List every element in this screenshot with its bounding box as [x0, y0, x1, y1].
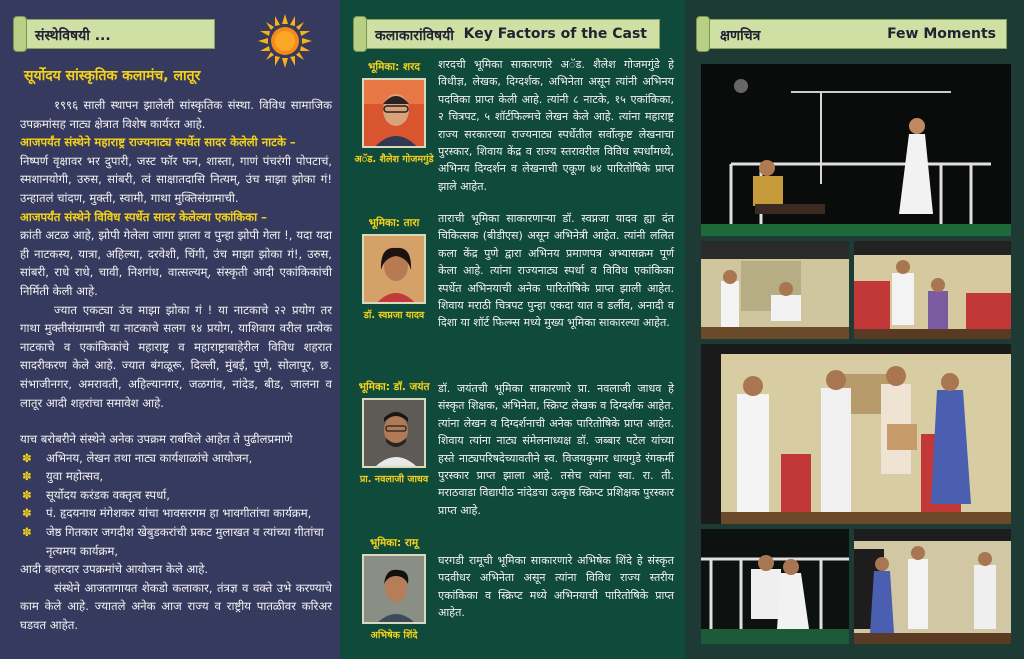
oneact-heading: आजपर्यंत संस्थेने विविध स्पर्धेत सादर केलेल्या एकांकिका – [20, 209, 267, 224]
star-bullet-icon: ✽ [22, 469, 32, 484]
star-bullet-icon: ✽ [22, 450, 32, 465]
cast-member-card [354, 536, 434, 641]
scroll-ornament [353, 16, 367, 52]
activities-list [20, 449, 332, 561]
list-item: ✽ सूर्योदय करंडक वक्तृत्व स्पर्धा, [20, 486, 332, 505]
cast-member-card [354, 60, 434, 165]
star-bullet-icon: ✽ [22, 506, 32, 521]
about-title-banner [20, 19, 215, 49]
stage-photo [701, 344, 1011, 524]
achievements: ज्यात एकट्या उंच माझा झोका गं ! या नाटकाचे २२ प्रयोग तर गाथा मुक्तीसंग्रामाची या नाटकाचे सलग १४ प्रयोग, याशिवाय वरील प्रत्येक नाटकाचे व एकांकिकांचे महाराष्ट्र व महाराष्ट्राबाहेरील विविध शहरात सादरीकरण केले आहे. ज्यात बंगळूरू, दिल्ली, मुंबई, पुणे, सोलापूर, छ. संभाजीनगर, अमरावती, अहिल्यानगर, जळगांव, नांदेड, बीड, जालना व लातूर आदी शहरांचा समावेश आहे. [20, 302, 332, 410]
sun-icon [258, 14, 312, 68]
cast-name: डॉ. स्वप्नजा यादव [363, 310, 425, 321]
about-intro: १९९६ साली स्थापन झालेली सांस्कृतिक संस्था. विविध सामाजिक उपक्रमांसह नाट्य क्षेत्रात विशेष कार्यरत आहे. [20, 98, 332, 131]
moments-title-marathi: क्षणचित्र [720, 28, 761, 44]
role-label: भूमिका: तारा [368, 217, 420, 229]
org-name: सूर्योदय सांस्कृतिक कलामंच, लातूर [24, 68, 201, 84]
about-panel [0, 0, 340, 659]
cast-name: अभिषेक शिंदे [370, 630, 418, 641]
portrait-photo [362, 398, 426, 468]
activities-intro: याच बरोबरीने संस्थेने अनेक उपक्रम राबविले आहेत ते पुढीलप्रमाणे [20, 432, 293, 447]
cast-title-english: Key Factors of the Cast [463, 26, 647, 42]
cast-bio: घरगडी रामूची भूमिका साकारणारे अभिषेक शिंदे हे संस्कृत पदवीधर अभिनेता असून त्यांना विविध राज्य स्तरीय एकांकिका व स्क्रिप्ट मध्ये अभिनयाची पारितोषिके प्राप्त आहेत. [438, 554, 674, 620]
cast-title-marathi: कलाकारांविषयी [375, 28, 454, 44]
cast-name: प्रा. नवलाजी जाधव [359, 474, 429, 485]
list-item: ✽ युवा महोत्सव, [20, 467, 332, 486]
scroll-ornament [13, 16, 27, 52]
portrait-photo [362, 554, 426, 624]
portrait-photo [362, 78, 426, 148]
cast-name: अॅड. शैलेश गोजमगुंडे [354, 154, 434, 165]
photo-grid [701, 64, 1011, 644]
cast-member-card [354, 380, 434, 485]
scroll-ornament [696, 16, 710, 52]
about-title: संस्थेविषयी ... [35, 28, 111, 44]
list-item: ✽ पं. हृदयनाथ मंगेशकर यांचा भावसरगम हा भावगीतांचा कार्यक्रम, [20, 504, 332, 523]
star-bullet-icon: ✽ [22, 525, 32, 540]
moments-title-banner [703, 19, 1007, 49]
role-label: भूमिका: डॉ. जयंत [358, 381, 430, 393]
stage-photo [701, 64, 1011, 236]
cast-bio: ताराची भूमिका साकारणाऱ्या डॉ. स्वप्नजा यादव ह्या दंत चिकित्सक (बीडीएस) असून अभिनेत्री आहेत. त्यांनी ललित कला केंद्र पुणे द्वारा अभिनय प्रमाणपत्र अभ्यासक्रम पूर्ण केला आहे. त्यांना राज्यनाट्य स्पर्धा व विविध एकांकिका स्पर्धेत अभिनयाची अनेक पारितोषिके प्राप्त झाली आहेत. शिवाय मराठी चित्रपट पुन्हा एकदा यात व डर्लीव, अनादी व दिशा या शॉर्ट फिल्म्स मध्ये मुख्य भूमिका साकारल्या आहेत. [438, 212, 674, 330]
stage-photo [854, 241, 1011, 339]
closing-text: संस्थेने आजतागायत शेकडो कलाकार, तंत्रज्ञ व वक्ते उभे करण्याचे काम केले आहे. ज्यातले अनेक आज राज्य व राष्ट्रीय पातळीवर करिअर घडवत आहेत. [20, 580, 332, 633]
plays-heading: आजपर्यंत संस्थेने महाराष्ट्र राज्यनाट्य स्पर्धेत सादर केलेली नाटके – [20, 135, 296, 150]
about-body [20, 96, 332, 635]
moments-title-english: Few Moments [887, 26, 996, 42]
stage-photo [701, 529, 849, 644]
plays-list: निष्पर्ण वृक्षावर भर दुपारी, जस्ट फॉर फन, शास्ता, गाणं पंचरंगी पोपटाचं, स्मशानयोगी, उरुस, सांबरी, त्वं साक्षातदासि नित्यम्, उंच माझा झोका गं! उन्हातलं चांदण, मुक्ती, स्वामी, गाथा मुक्तिसंग्रामाची. [20, 153, 332, 205]
portrait-photo [362, 234, 426, 304]
activities-outro: आदी बहारदार उपक्रमांचे आयोजन केले आहे. [20, 562, 209, 577]
moments-panel [685, 0, 1024, 659]
list-item: ✽ अभिनय, लेखन तथा नाट्य कार्यशाळांचे आयोजन, [20, 449, 332, 468]
role-label: भूमिका: शरद [367, 61, 421, 73]
cast-member-card [354, 216, 434, 321]
stage-photo [854, 529, 1011, 644]
stage-photo [701, 241, 849, 339]
cast-bio: डॉ. जयंतची भूमिका साकारणारे प्रा. नवलाजी जाधव हे संस्कृत शिक्षक, अभिनेता, स्क्रिप्ट लेखक व दिग्दर्शक आहेत. त्यांना लेखन व दिग्दर्शनाची अनेक पारितोषिके प्राप्त आहेत. शिवाय त्यांना नाट्य संमेलनाध्यक्ष डॉ. जब्बार पटेल यांच्या हस्ते नाट्यपरिषदेच्यावतीने स्व. विजयकुमार धायगुडे रंगकर्मी पुरस्कार प्राप्त झाला आहे. तसेच त्यांना स्वा. रा. ती. मराठवाडा विद्यापीठ नांदेडचा उत्कृष्ठ स्क्रिप्ट प्रशिक्षक पुरस्कार प्राप्त आहे. [438, 382, 674, 517]
star-bullet-icon: ✽ [22, 487, 32, 502]
cast-panel [340, 0, 685, 659]
oneact-list: क्रांती अटळ आहे, झोपी गेलेला जागा झाला व पुन्हा झोपी गेला !, यदा यदा ही नाटकस्य, यात्रा, अहिल्या, दरवेशी, चिंगी, उंच माझा झोका गं!, उरुस, सांबरी, राधे राधे, चावी, निशगंध, वात्सल्यम्, संस्कृती आदी एकांकिकांची निर्मिती केली आहे. [20, 228, 332, 298]
list-item: ✽ जेष्ठ गितकार जगदीश खेबुडकरांची प्रकट मुलाखत व त्यांच्या गीतांचा नृत्यमय कार्यक्रम, [22, 525, 324, 558]
cast-bio: शरदची भूमिका साकारणारे अॅड. शैलेश गोजमगुंडे हे विधीज्ञ, लेखक, दिग्दर्शक, अभिनेता असून त्यांनी अभिनय पदविका प्राप्त केली आहे. त्यांनी ८ नाटके, १५ एकांकिका, २ चित्रपट, ५ शॉर्टफिल्मचे लेखन केले आहे. त्यांना महाराष्ट्र राज्य सरकारच्या राज्यनाट्य स्पर्धेतील सर्वोत्कृष्ट लेखनाचा पुरस्कार, शिवाय केंद्र व राज्य स्तरावरील विविध स्पर्धांमध्ये, अभिनय दिग्दर्शन व लेखनाची एकूण ७४ पारितोषिके प्राप्त झाले आहेत. [438, 58, 674, 193]
cast-title-banner [360, 19, 660, 49]
role-label: भूमिका: रामू [369, 537, 419, 549]
